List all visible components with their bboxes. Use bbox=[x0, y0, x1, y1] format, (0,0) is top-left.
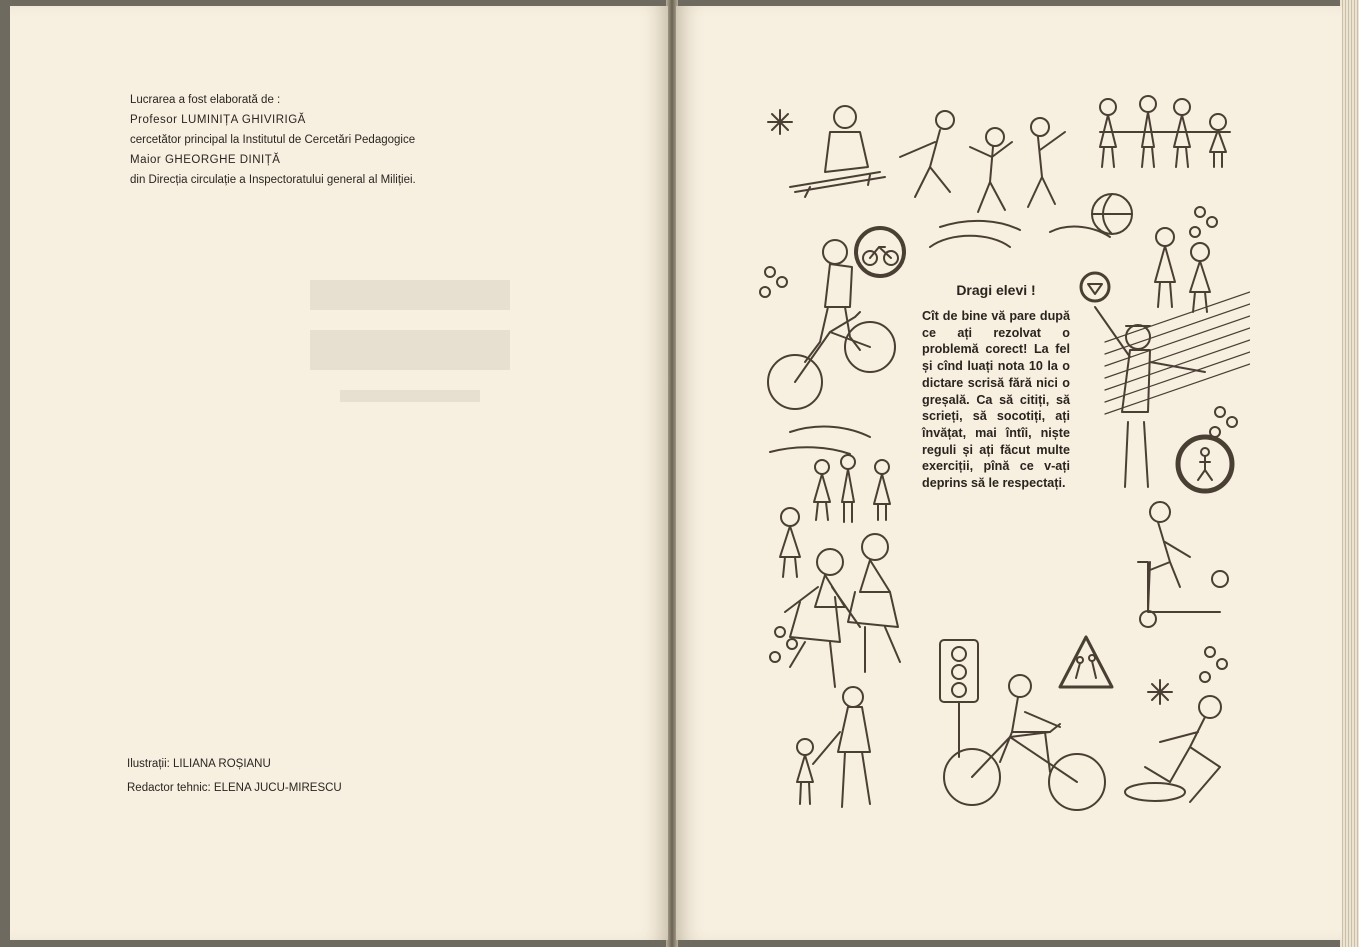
traffic-policeman-figure bbox=[1081, 273, 1205, 487]
schoolchildren-figure bbox=[780, 455, 890, 577]
snowflake-icon bbox=[768, 110, 792, 134]
author1-role: cercetător principal la Institutul de Cercetări Pedagogice bbox=[130, 134, 416, 146]
mother-and-child-figure bbox=[797, 687, 870, 807]
running-children-figure bbox=[900, 111, 1065, 212]
message-body: Cît de bine vă pare după ce ați rezolvat o problemă corect! La fel și cînd luați nota 10 la o dictare scrisă fără nici o greșală. Ca să citiți, să scrieți, să socotiți, ați învățat, mai întîi, niște reguli și ați făcut multe exerciții, pînă ce v-ați deprins să le respectați. bbox=[922, 309, 1070, 491]
credits-intro: Lucrarea a fost elaborată de : bbox=[130, 94, 281, 106]
author1-name: Profesor LUMINIȚA GHIVIRIGĂ bbox=[130, 114, 306, 126]
technical-editor-credit: Redactor tehnic: ELENA JUCU-MIRESCU bbox=[127, 782, 342, 794]
bicycle-sign-icon bbox=[856, 228, 904, 276]
scooter-rider-figure bbox=[1138, 502, 1228, 627]
pedestrian-sign-icon bbox=[1178, 437, 1232, 491]
production-credits bbox=[127, 752, 342, 800]
illustrator-credit: Ilustrații: LILIANA ROȘIANU bbox=[127, 758, 271, 770]
sledding-children-figure bbox=[790, 106, 885, 197]
ball-icon bbox=[1092, 194, 1132, 234]
skating-girls-figure bbox=[785, 534, 900, 687]
author2-name: Maior GHEORGHE DINIȚĂ bbox=[130, 154, 281, 166]
traffic-light-icon bbox=[940, 640, 978, 757]
bottom-cyclist-figure bbox=[944, 675, 1105, 810]
page-edges bbox=[1340, 0, 1359, 947]
author2-role: din Direcția circulație a Inspectoratului general al Miliției. bbox=[130, 174, 416, 186]
message-title: Dragi elevi ! bbox=[956, 282, 1036, 298]
group-of-children-figure bbox=[1100, 96, 1230, 167]
children-warning-sign-icon bbox=[1060, 637, 1112, 687]
children-crossing-figure bbox=[1155, 228, 1210, 312]
slipping-child-figure bbox=[1125, 696, 1221, 802]
cyclist-figure bbox=[768, 240, 895, 409]
snowflake-icon bbox=[1148, 680, 1172, 704]
show-through-ghost bbox=[300, 270, 520, 430]
credits-block bbox=[130, 90, 416, 190]
message-box bbox=[922, 282, 1070, 492]
